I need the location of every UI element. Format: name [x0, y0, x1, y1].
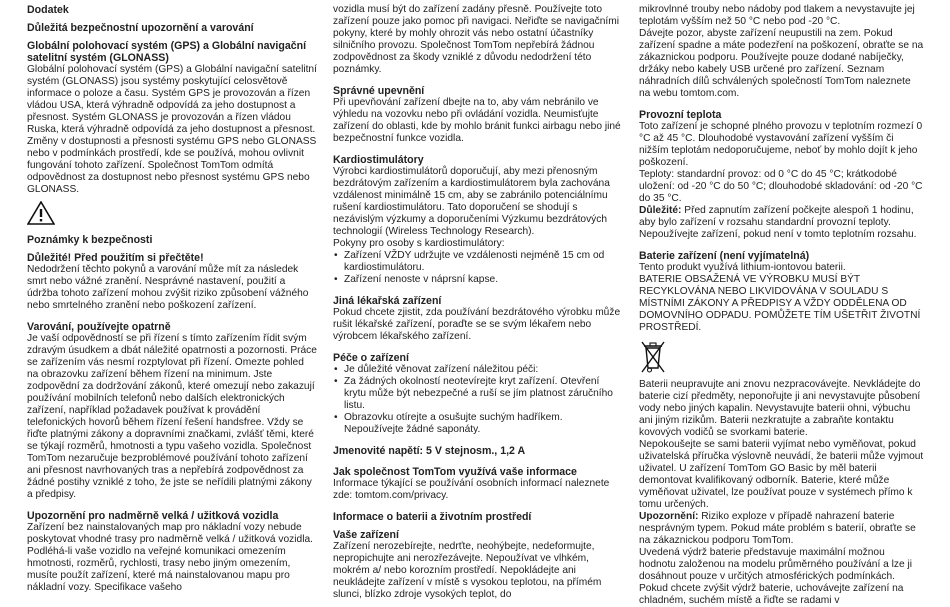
- battery-warning-paragraph: [639, 511, 924, 547]
- temperature-ranges-paragraph: Teploty: standardní provoz: od 0 °C do 45 °C; krátkodobé uložení: od -20 °C do 50 °C; dlouhodobé skladování: od -20 °C do 35 °C.: [639, 169, 923, 204]
- battery-environment-heading: Informace o baterii a životním prostředí: [333, 511, 532, 523]
- drop-paragraph: Dávejte pozor, abyste zařízení neupustili na zem. Pokud zařízení spadne a máte podezření na poškození, obraťte se na zákaznickou podporu. Používejte pouze dodané nabíječky, držáky nebo kabely USB určené pro zařízení. Seznam náhradních dílů schválených společností TomTom naleznete na webu tomtom.com.: [639, 28, 924, 99]
- warning-triangle-icon: [27, 201, 55, 225]
- mounting-heading: Správné upevnění: [333, 85, 425, 97]
- battery-recycling-paragraph: BATERIE OBSAŽENÁ VE VÝROBKU MUSÍ BÝT RECYKLOVÁNA NEBO LIKVIDOVÁNA V SOULADU S MÍSTNÍMI ZÁKONY A PŘEDPISY A VŽDY ODDĚLENA OD DOMOVNÍHO ODPADU. POMŮŽETE TÍM UŠETŘIT ŽIVOTNÍ PROSTŘEDÍ.: [639, 274, 921, 333]
- read-before-use-paragraph: Nedodržení těchto pokynů a varování může mít za následek smrt nebo vážné zranění. Nesprávné nastavení, použití a údržba tohoto zařízení mohou zvýšit riziko způsobení vážného nebo smrtelného zranění nebo poškození zařízení.: [27, 264, 309, 311]
- pacemakers-paragraph: Výrobci kardiostimulátorů doporučují, aby mezi přenosným bezdrátovým zařízením a kardiostimulátorem byla zachována vzdálenost minimálně 15 cm, aby se zabránilo potenciálnímu rušení kardiostimulátoru. Tato doporučení se shodují s nezávislým výzkumy a doporučeními Výzkumu bezdrátových technologií (Wireless Technology Research).: [333, 166, 610, 237]
- battery-type-paragraph: Tento produkt využívá lithium-iontovou baterii.: [639, 262, 846, 273]
- battery-life-paragraph: Uvedená výdrž baterie představuje maximální možnou hodnotu založenou na modelu průměrného používání a lze ji dosáhnout pouze v určitých atmosférických podmínkách. Pokud chcete zvýšit výdrž baterie, uchovávejte zařízení na chladném, suchém místě a řiďte se radami v: [639, 547, 912, 606]
- pacemakers-list: [333, 250, 621, 286]
- battery-handling-paragraph: Baterii neupravujte ani znovu nezpracovávejte. Nevkládejte do baterie cizí předměty, neponořujte ji ani nevystavujte působení vody nebo jiných kapalin. Nevystavujte baterii ohni, výbuchu ani jiným rizikům. Baterii nezkratujte a zabraňte kontaktu kovových vodičů se svorkami baterie.: [639, 379, 921, 438]
- operating-temperature-heading: Provozní teplota: [639, 109, 722, 121]
- crossed-out-wheelie-bin-icon: [639, 339, 667, 375]
- medical-devices-heading: Jiná lékařská zařízení: [333, 295, 442, 307]
- battery-replacement-paragraph: Nepokoušejte se sami baterii vyjímat nebo vyměňovat, pokud uživatelská příručka výslovně neuvádí, že baterii může vyjmout uživatel. U zařízení TomTom GO Basic by měl baterii demontovat kvalifikovaný odborník. Baterie, které může vyměňovat uživatel, lze používat pouze v systémech přímo k tomu určených.: [639, 439, 924, 510]
- safety-notes-heading: Poznámky k bezpečnosti: [27, 234, 153, 246]
- important-label: Důležité:: [639, 205, 682, 216]
- list-item: • Zařízení VŽDY udržujte ve vzdálenosti nejméně 15 cm od kardiostimulátoru.: [333, 250, 621, 274]
- read-before-use-heading: Důležité! Před použitím si přečtěte!: [27, 252, 204, 264]
- appendix-title: Dodatek: [27, 4, 69, 16]
- list-item: • Obrazovku otírejte a osušujte suchým hadříkem. Nepoužívejte žádné saponáty.: [333, 412, 621, 436]
- pacemakers-heading: Kardiostimulátory: [333, 154, 424, 166]
- mounting-paragraph: Při upevňování zařízení dbejte na to, aby vám nebránilo ve výhledu na vozovku nebo při ovládání vozidla. Neumisťujte zařízení do oblasti, kde by mohlo bránit funkci airbagu nebo jiné bezpečnostní funkce vozidla.: [333, 97, 621, 144]
- your-device-heading: Vaše zařízení: [333, 529, 399, 541]
- warning-text: Riziko exploze v případě nahrazení baterie nesprávným typem. Pokud máte problém s baterií, obraťte se na zákaznickou podporu TomTom.: [639, 511, 916, 546]
- device-care-list: [333, 364, 621, 436]
- oversize-continued-paragraph: vozidla musí být do zařízení zadány přesně. Používejte toto zařízení pouze jako pomoc při navigaci. Neřiďte se navigačními pokyny, které by mohly ohrozit vás nebo ostatní účastníky silničního provozu. Společnost TomTom nepřebírá žádnou zodpovědnost za škody vzniklé z důvodu nedodržení této poznámky.: [333, 4, 619, 75]
- device-continued-paragraph: mikrovlnné trouby nebo nádoby pod tlakem a nevystavujte jej teplotám vyšším než 50 °C nebo pod -20 °C.: [639, 4, 915, 27]
- warning-label: Upozornění:: [639, 511, 699, 522]
- careful-use-paragraph: Je vaší odpovědností se při řízení s tímto zařízením řídit svým zdravým úsudkem a dbát náležité opatrnosti a pozornosti. Práce se zařízením vás nesmí rozptylovat při řízení. Omezte pohled na obrazovku zařízení během řízení na minimum. Jste zodpovědní za dodržování zákonů, které omezují nebo zakazují používání mobilních telefonů nebo dalších elektronických zařízení, například požadavek používat k provádění telefonických hovorů během řízení řešení handsfree. Vždy se řiďte platnými zákony a dopravními značkami, zvlášť těmi, které se týkají rozměrů, hmotnosti a typu vašeho vozidla. Společnost TomTom nezaručuje bezproblémové používání tohoto zařízení ani přesnost navrhovaných tras a nepřebírá zodpovědnost za žádné postihy vzniklé z toho, že jste se neřídili platnými zákony a předpisy.: [27, 333, 317, 500]
- oversize-vehicles-heading: Upozornění pro nadměrně velká / užitková vozidla: [27, 510, 279, 522]
- privacy-heading: Jak společnost TomTom využívá vaše informace: [333, 466, 577, 478]
- list-item: • Zařízení nenoste v náprsní kapse.: [333, 274, 621, 286]
- rated-voltage-line: Jmenovité napětí: 5 V stejnosm., 1,2 A: [333, 445, 526, 457]
- gps-heading: Globální polohovací systém (GPS) a Globální navigační satelitní systém (GLONASS): [27, 40, 307, 64]
- pacemakers-intro: Pokyny pro osoby s kardiostimulátory:: [333, 238, 505, 249]
- oversize-vehicles-paragraph: Zařízení bez nainstalovaných map pro nákladní vozy nebude poskytovat vhodné trasy pro nadměrně velká / užitková vozidla. Podléhá-li vaše vozidlo na veřejné komunikaci omezením hmotnosti, rozměrů, rychlosti, trasy nebo jiným omezením, musíte použít zařízení, které má nainstalovanou mapu pro nákladní vozy. Specifikace vašeho: [27, 522, 313, 593]
- medical-devices-paragraph: Pokud chcete zjistit, zda používání bezdrátového výrobku může rušit lékařské zařízení, poraďte se se svým lékařem nebo výrobcem lékařského zařízení.: [333, 307, 621, 342]
- list-item: • Za žádných okolností neotevírejte kryt zařízení. Otevření krytu může být nebezpečné a ruší se jím platnost záručního listu.: [333, 376, 621, 412]
- device-battery-heading: Baterie zařízení (není vyjímatelná): [639, 250, 810, 262]
- gps-paragraph: Globální polohovací systém (GPS) a Globální navigační satelitní systém (GLONASS) jsou systémy poskytující celosvětově informace o poloze a času. Systém GPS je provozován a řízen vládou USA, která výhradně odpovídá za jeho dostupnost a přesnost. Systém GLONASS je provozován a řízen vládou Ruska, která výhradně odpovídá za jeho dostupnost a přesnost. Změny v dostupnosti a přesnosti systému GPS nebo GLONASS nebo v podmínkách prostředí, kde se používá, mohou ovlivnit fungování tohoto zařízení. Společnost TomTom odmítá odpovědnost za dostupnost nebo přesnost systému GPS nebo GLONASS.: [27, 64, 317, 195]
- temperature-paragraph: Toto zařízení je schopné plného provozu v teplotním rozmezí 0 °C až 45 °C. Dlouhodobé vystavování zařízení vyšším či nižším teplotám nedoporučujeme, neboť by mohlo dojít k jeho poškození.: [639, 121, 923, 168]
- column-left: [27, 4, 317, 594]
- column-right: [639, 4, 924, 607]
- device-care-heading: Péče o zařízení: [333, 352, 409, 364]
- important-text: Před zapnutím zařízení počkejte alespoň 1 hodinu, aby bylo zařízení v rozsahu standardní provozní teploty. Nepoužívejte zařízení, pokud není v tomto teplotním rozsahu.: [639, 205, 917, 240]
- safety-warnings-heading: Důležitá bezpečnostní upozornění a varování: [27, 22, 254, 34]
- column-middle: [333, 4, 621, 601]
- temperature-important-paragraph: [639, 205, 924, 241]
- careful-use-heading: Varování, používejte opatrně: [27, 321, 171, 333]
- list-item: • Je důležité věnovat zařízení náležitou péči:: [333, 364, 621, 376]
- privacy-paragraph: Informace týkající se používání osobních informací naleznete zde: tomtom.com/privacy.: [333, 478, 610, 501]
- your-device-paragraph: Zařízení nerozebírejte, nedrťte, neohýbejte, nedeformujte, nepropichujte ani nerozřezávejte. Nepoužívat ve vlhkém, mokrém a/ nebo korozním prostředí. Nepokládejte ani neukládejte zařízení v místě s vysokou teplotou, na přímém slunci, blízko zdroje vysokých teplot, do: [333, 541, 602, 600]
